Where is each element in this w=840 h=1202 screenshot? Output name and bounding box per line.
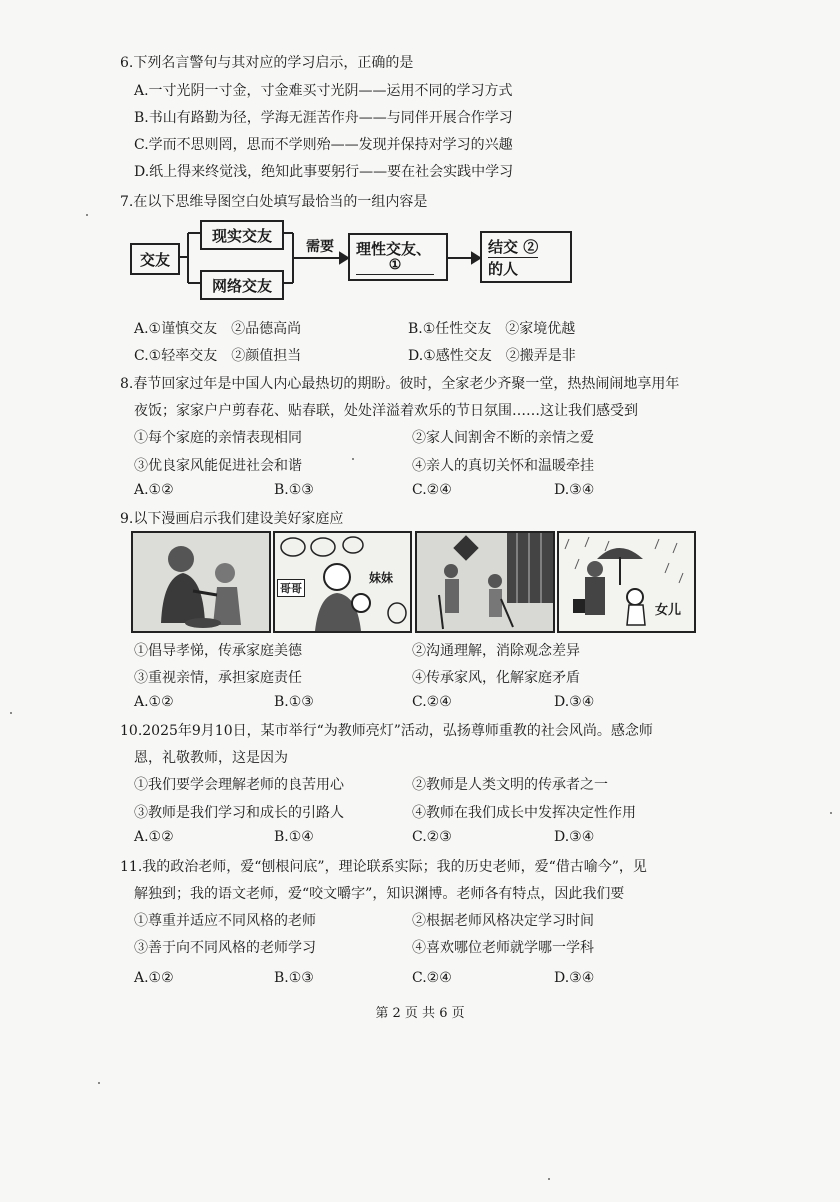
q10-item-2: ②教师是人类文明的传承者之一 — [412, 777, 608, 793]
q7-stem: 7.在以下思维导图空白处填写最恰当的一组内容是 — [120, 194, 428, 210]
q8-option-b: B.①③ — [274, 482, 314, 498]
page-number-footer: 第 2 页 共 6 页 — [375, 1006, 465, 1021]
cartoon-cleaning-illustration — [417, 533, 553, 631]
mindmap-blank-1: ① — [356, 257, 434, 275]
q10-option-d: D.③④ — [554, 829, 595, 845]
cartoon-label-brother: 哥哥 — [277, 579, 305, 597]
mindmap-need-label: 需要 — [306, 239, 334, 255]
q11-option-c: C.②④ — [412, 970, 452, 986]
mindmap-middle-box — [348, 233, 448, 281]
q6-option-c: C.学而不思则罔，思而不学则殆——发现并保持对学习的兴趣 — [134, 137, 513, 153]
q8-item-4: ④亲人的真切关怀和温暖牵挂 — [412, 458, 594, 474]
q7-option-d: D.①感性交友 ②搬弄是非 — [408, 348, 576, 364]
q10-item-4: ④教师在我们成长中发挥决定性作用 — [412, 805, 636, 821]
q11-item-2: ②根据老师风格决定学习时间 — [412, 913, 594, 929]
scan-speck — [548, 1178, 550, 1180]
q9-option-d: D.③④ — [554, 694, 595, 710]
q6-option-d: D.纸上得来终觉浅，绝知此事要躬行——要在社会实践中学习 — [134, 164, 514, 180]
q9-option-b: B.①③ — [274, 694, 314, 710]
q7-option-b: B.①任性交友 ②家境优越 — [408, 321, 576, 337]
q10-item-1: ①我们要学会理解老师的良苦用心 — [134, 777, 344, 793]
scan-speck — [98, 1082, 100, 1084]
q8-item-1: ①每个家庭的亲情表现相同 — [134, 430, 302, 446]
mindmap-right-box — [480, 231, 572, 283]
q11-item-4: ④喜欢哪位老师就学哪一学科 — [412, 940, 594, 956]
q8-item-3: ③优良家风能促进社会和谐 — [134, 458, 302, 474]
q10-option-a: A.①② — [134, 829, 174, 845]
mindmap-branch-real: 现实交友 — [200, 220, 284, 250]
q11-item-3: ③善于向不同风格的老师学习 — [134, 940, 316, 956]
mindmap-root-box: 交友 — [130, 243, 180, 275]
q8-option-c: C.②④ — [412, 482, 452, 498]
q9-option-c: C.②④ — [412, 694, 452, 710]
q7-option-a: A.①谨慎交友 ②品德高尚 — [134, 321, 302, 337]
q9-item-3: ③重视亲情，承担家庭责任 — [134, 670, 302, 686]
cartoon-panel-2 — [273, 531, 412, 633]
scan-speck — [86, 214, 88, 216]
q11-option-d: D.③④ — [554, 970, 595, 986]
mindmap-right-line2: 的人 — [488, 260, 519, 278]
mindmap-branch-online: 网络交友 — [200, 270, 284, 300]
q8-item-2: ②家人间割舍不断的亲情之爱 — [412, 430, 594, 446]
cartoon-label-sister: 妹妹 — [369, 571, 394, 585]
cartoon-panel-4 — [557, 531, 696, 633]
cartoon-panel-3 — [415, 531, 555, 633]
scan-speck — [352, 458, 354, 460]
q8-stem-line2: 夜饭；家家户户剪春花、贴春联，处处洋溢着欢乐的节日氛围……这让我们感受到 — [134, 403, 638, 419]
cartoon-panel-1 — [131, 531, 271, 633]
q9-option-a: A.①② — [134, 694, 174, 710]
cartoon-grandma-illustration — [133, 533, 269, 631]
q11-stem-line2: 解独到；我的语文老师，爱“咬文嚼字”，知识渊博。老师各有特点，因此我们要 — [134, 886, 625, 902]
q8-option-d: D.③④ — [554, 482, 595, 498]
q8-option-a: A.①② — [134, 482, 174, 498]
q11-option-a: A.①② — [134, 970, 174, 986]
q9-item-4: ④传承家风，化解家庭矛盾 — [412, 670, 580, 686]
scan-speck — [830, 812, 832, 814]
q9-stem: 9.以下漫画启示我们建设美好家庭应 — [120, 511, 344, 527]
q7-option-c: C.①轻率交友 ②颜值担当 — [134, 348, 302, 364]
q11-stem-line1: 11.我的政治老师，爱“刨根问底”，理论联系实际；我的历史老师，爱“借古喻今”，见 — [120, 859, 647, 875]
mindmap-middle-line1: 理性交友、 — [356, 240, 432, 258]
q6-option-b: B.书山有路勤为径，学海无涯苦作舟——与同伴开展合作学习 — [134, 110, 513, 126]
q6-option-a: A.一寸光阴一寸金，寸金难买寸光阴——运用不同的学习方式 — [134, 83, 513, 99]
q10-option-b: B.①④ — [274, 829, 314, 845]
q9-item-1: ①倡导孝悌，传承家庭美德 — [134, 643, 302, 659]
q6-stem: 6.下列名言警句与其对应的学习启示，正确的是 — [120, 55, 414, 71]
q11-item-1: ①尊重并适应不同风格的老师 — [134, 913, 316, 929]
q9-item-2: ②沟通理解，消除观念差异 — [412, 643, 580, 659]
mindmap-blank-2: 结交 ② — [488, 238, 539, 256]
q10-option-c: C.②③ — [412, 829, 452, 845]
q10-stem-line1: 10.2025年9月10日，某市举行“为教师亮灯”活动，弘扬尊师重教的社会风尚。感念师 — [120, 723, 653, 739]
cartoon-label-daughter: 女儿 — [655, 603, 682, 618]
q10-stem-line2: 恩，礼敬教师，这是因为 — [134, 750, 288, 766]
scan-speck — [10, 712, 12, 714]
q10-item-3: ③教师是我们学习和成长的引路人 — [134, 805, 344, 821]
q11-option-b: B.①③ — [274, 970, 314, 986]
q8-stem-line1: 8.春节回家过年是中国人内心最热切的期盼。彼时，全家老少齐聚一堂，热热闹闹地享用年 — [120, 376, 680, 392]
